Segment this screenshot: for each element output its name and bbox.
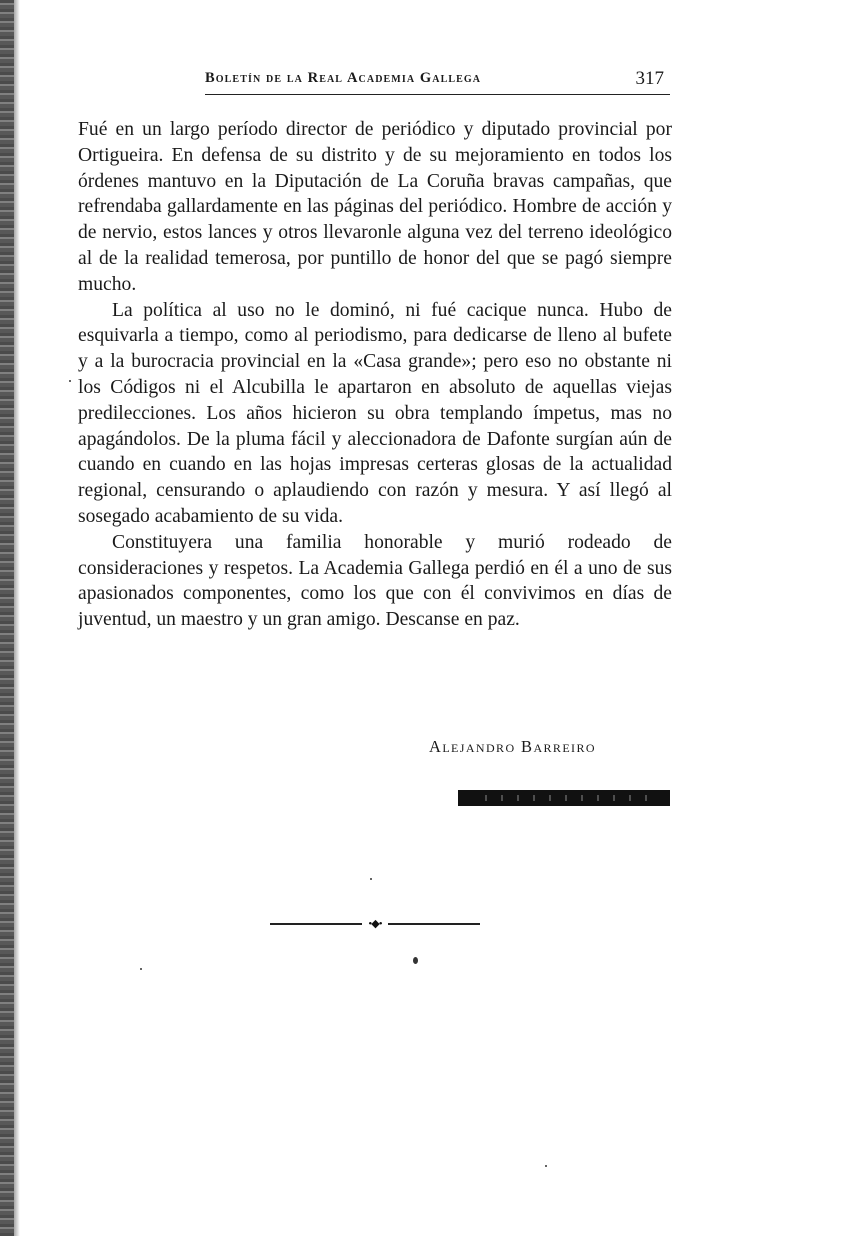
page-number: 317 [635, 68, 664, 89]
divider-line-left [270, 923, 362, 925]
paragraph: Fué en un largo período director de periódico y diputado provincial por Ortigueira. En defensa de su distrito y de su mejoramiento en todos los órdenes mantuvo en la Diputación de La Coruña bravas campañas, que refrendaba gallardamente en las páginas del periódico. Hombre de acción y de nervio, estos lances y otros llevaronle alguna vez del terreno ideológico al de la realidad temerosa, por puntillo de honor del que se pagó siempre mucho. [78, 119, 672, 295]
section-divider [270, 917, 480, 931]
divider-ornament: •◆• [368, 918, 382, 930]
author-signature: Alejandro Barreiro [429, 737, 596, 756]
paragraph: Constituyera una familia honorable y murió rodeado de consideraciones y respetos. La Academia Gallega perdió en él a uno de sus apasionados componentes, como los que con él convivimos en días de juventud, un maestro y un gran amigo. Descanse en paz. [78, 531, 672, 631]
running-title: Boletín de la Real Academia Gallega [205, 70, 482, 86]
page-header [205, 68, 670, 95]
printed-ornament-bar [458, 790, 670, 806]
ink-speck [413, 957, 418, 964]
ink-speck [140, 968, 142, 970]
ink-speck [69, 380, 71, 382]
paragraph: La política al uso no le dominó, ni fué cacique nunca. Hubo de esquivarla a tiempo, como al periodismo, para dedicarse de lleno al bufete y a la burocracia provincial en la «Casa grande»; pero eso no obstante ni los Códigos ni el Alcubilla le apartaron en absoluto de aquellas viejas predilecciones. Los años hicieron su obra templando ímpetus, mas no apagándolos. De la pluma fácil y aleccionadora de Dafonte surgían aún de cuando en cuando en las hojas impresas certeras glosas de la actualidad regional, censurando o aplaudiendo con razón y mesura. Y así llegó al sosegado acabamiento de su vida. [78, 299, 672, 527]
ink-speck [370, 878, 372, 880]
article-body [78, 117, 672, 633]
binding-shadow [14, 0, 20, 1236]
divider-line-right [388, 923, 480, 925]
ink-speck [545, 1165, 547, 1167]
book-binding-edge [0, 0, 14, 1236]
